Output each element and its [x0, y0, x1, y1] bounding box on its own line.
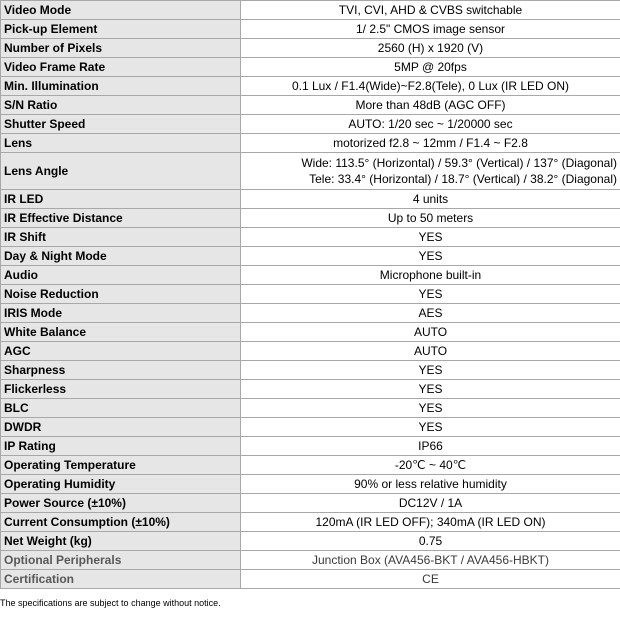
spec-label: Flickerless	[1, 380, 241, 399]
spec-value: YES	[241, 380, 620, 399]
spec-label: Net Weight (kg)	[1, 532, 241, 551]
spec-value: TVI, CVI, AHD & CVBS switchable	[241, 1, 620, 20]
spec-label: Sharpness	[1, 361, 241, 380]
spec-label: Current Consumption (±10%)	[1, 513, 241, 532]
spec-label: BLC	[1, 399, 241, 418]
spec-value: YES	[241, 228, 620, 247]
spec-value: 4 units	[241, 190, 620, 209]
spec-label: Lens Angle	[1, 153, 241, 190]
spec-row-noise-reduction	[1, 285, 620, 304]
spec-value: IP66	[241, 437, 620, 456]
spec-label: IRIS Mode	[1, 304, 241, 323]
spec-value: 0.1 Lux / F1.4(Wide)~F2.8(Tele), 0 Lux (IR LED ON)	[241, 77, 620, 96]
spec-value: Up to 50 meters	[241, 209, 620, 228]
spec-value: CE	[241, 570, 620, 589]
spec-value: AES	[241, 304, 620, 323]
spec-row-blc	[1, 399, 620, 418]
spec-label: DWDR	[1, 418, 241, 437]
spec-value: YES	[241, 418, 620, 437]
spec-row-video-mode	[1, 1, 620, 20]
spec-value: motorized f2.8 ~ 12mm / F1.4 ~ F2.8	[241, 134, 620, 153]
spec-label: Audio	[1, 266, 241, 285]
spec-row-audio	[1, 266, 620, 285]
spec-label: Certification	[1, 570, 241, 589]
spec-row-ir-effective-distance	[1, 209, 620, 228]
spec-value: DC12V / 1A	[241, 494, 620, 513]
spec-row-pick-up-element	[1, 20, 620, 39]
spec-label: Optional Peripherals	[1, 551, 241, 570]
spec-label: Power Source (±10%)	[1, 494, 241, 513]
lens-angle-wide: Wide: 113.5° (Horizontal) / 59.3° (Vertical) / 137° (Diagonal)	[301, 156, 617, 170]
spec-row-white-balance	[1, 323, 620, 342]
spec-row-ip-rating	[1, 437, 620, 456]
spec-row-optional-peripherals	[1, 551, 620, 570]
spec-label: IR Effective Distance	[1, 209, 241, 228]
spec-value	[241, 153, 620, 190]
spec-label: Operating Humidity	[1, 475, 241, 494]
lens-angle-tele: Tele: 33.4° (Horizontal) / 18.7° (Vertical) / 38.2° (Diagonal)	[309, 172, 617, 186]
spec-value: Junction Box (AVA456-BKT / AVA456-HBKT)	[241, 551, 620, 570]
spec-value: 1/ 2.5" CMOS image sensor	[241, 20, 620, 39]
spec-row-video-frame-rate	[1, 58, 620, 77]
spec-label: White Balance	[1, 323, 241, 342]
spec-value: 120mA (IR LED OFF); 340mA (IR LED ON)	[241, 513, 620, 532]
spec-row-ir-led	[1, 190, 620, 209]
spec-label: Lens	[1, 134, 241, 153]
spec-value: AUTO	[241, 342, 620, 361]
spec-row-operating-temperature	[1, 456, 620, 475]
spec-row-iris-mode	[1, 304, 620, 323]
spec-value: -20℃ ~ 40℃	[241, 456, 620, 475]
spec-value: YES	[241, 285, 620, 304]
spec-row-number-of-pixels	[1, 39, 620, 58]
spec-label: Number of Pixels	[1, 39, 241, 58]
spec-row-dwdr	[1, 418, 620, 437]
spec-label: IP Rating	[1, 437, 241, 456]
spec-table-body	[1, 1, 620, 589]
spec-row-power-source	[1, 494, 620, 513]
spec-row-lens-angle	[1, 153, 620, 190]
spec-row-shutter-speed	[1, 115, 620, 134]
spec-value: 5MP @ 20fps	[241, 58, 620, 77]
spec-value: YES	[241, 399, 620, 418]
spec-value: 2560 (H) x 1920 (V)	[241, 39, 620, 58]
spec-value: More than 48dB (AGC OFF)	[241, 96, 620, 115]
spec-label: Video Frame Rate	[1, 58, 241, 77]
spec-label: IR Shift	[1, 228, 241, 247]
spec-value: YES	[241, 361, 620, 380]
spec-row-net-weight	[1, 532, 620, 551]
spec-label: Pick-up Element	[1, 20, 241, 39]
spec-row-day-night-mode	[1, 247, 620, 266]
spec-value: Microphone built-in	[241, 266, 620, 285]
spec-row-current-consumption	[1, 513, 620, 532]
spec-label: Shutter Speed	[1, 115, 241, 134]
spec-row-sharpness	[1, 361, 620, 380]
spec-value: AUTO: 1/20 sec ~ 1/20000 sec	[241, 115, 620, 134]
spec-row-sn-ratio	[1, 96, 620, 115]
spec-value: 0.75	[241, 532, 620, 551]
spec-label: IR LED	[1, 190, 241, 209]
spec-row-operating-humidity	[1, 475, 620, 494]
spec-row-min-illumination	[1, 77, 620, 96]
spec-row-agc	[1, 342, 620, 361]
footnote: The specifications are subject to change without notice.	[0, 598, 221, 608]
spec-value: YES	[241, 247, 620, 266]
spec-label: Min. Illumination	[1, 77, 241, 96]
spec-label: Video Mode	[1, 1, 241, 20]
spec-row-certification	[1, 570, 620, 589]
spec-value: AUTO	[241, 323, 620, 342]
spec-label: S/N Ratio	[1, 96, 241, 115]
spec-row-flickerless	[1, 380, 620, 399]
spec-row-ir-shift	[1, 228, 620, 247]
spec-label: AGC	[1, 342, 241, 361]
spec-label: Day & Night Mode	[1, 247, 241, 266]
spec-label: Noise Reduction	[1, 285, 241, 304]
spec-label: Operating Temperature	[1, 456, 241, 475]
spec-row-lens	[1, 134, 620, 153]
spec-value: 90% or less relative humidity	[241, 475, 620, 494]
